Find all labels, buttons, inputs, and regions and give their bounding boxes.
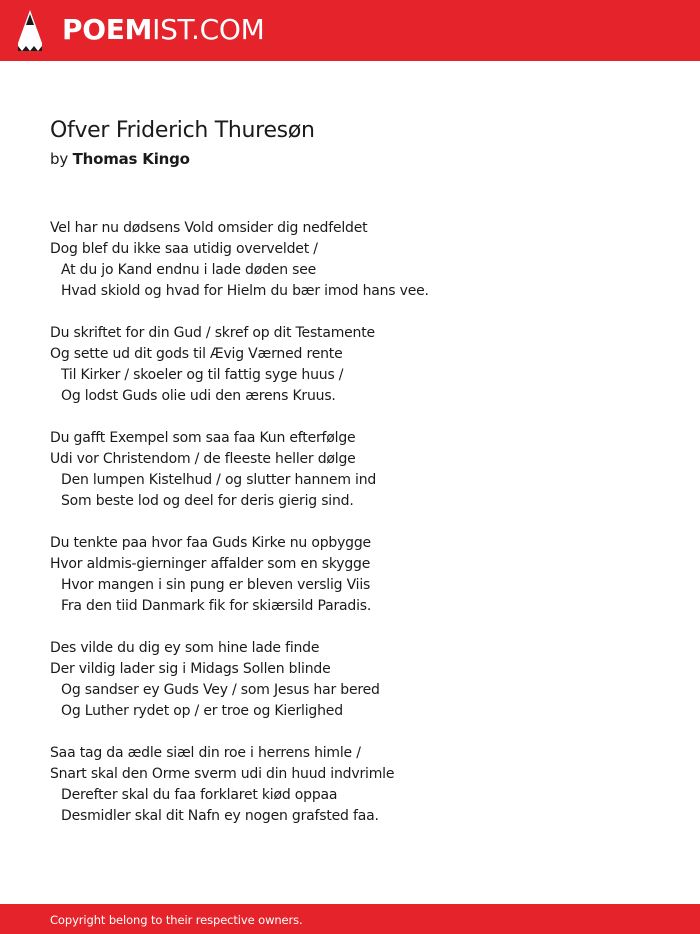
site-footer (0, 904, 700, 934)
poem-line: Du skriftet for din Gud / skref op dit Testamente (50, 325, 375, 341)
poem-line: Udi vor Christendom / de fleeste heller dølge (50, 451, 356, 467)
poem-line: Du tenkte paa hvor faa Guds Kirke nu opbygge (50, 535, 371, 551)
poem-line: Des vilde du dig ey som hine lade finde (50, 640, 320, 656)
poem-line: Hvor aldmis-gierninger affalder som en skygge (50, 556, 371, 572)
poem-body (50, 218, 650, 827)
poem-line: Og lodst Guds olie udi den ærens Kruus. (61, 388, 336, 404)
stanza (50, 743, 650, 827)
poem-line: Hvad skiold og hvad for Hielm du bær imod hans vee. (61, 283, 429, 299)
poem-line: Saa tag da ædle siæl din roe i herrens himle / (50, 745, 361, 761)
byline (50, 149, 650, 169)
logo-light-text: IST.COM (152, 13, 265, 46)
poem-line: Dog blef du ikke saa utidig overveldet / (50, 241, 318, 257)
poem-line: At du jo Kand endnu i lade døden see (61, 262, 317, 278)
poem-line: Og Luther rydet op / er troe og Kierlighed (61, 703, 343, 719)
byline-prefix: by (50, 150, 68, 168)
site-header (0, 0, 700, 61)
poem-line: Snart skal den Orme sverm udi din huud indvrimle (50, 766, 395, 782)
stanza (50, 323, 650, 407)
poem-title: Ofver Friderich Thuresøn (50, 118, 315, 143)
stanza (50, 533, 650, 617)
poem-line: Den lumpen Kistelhud / og slutter hannem ind (61, 472, 377, 488)
copyright-notice: Copyright belong to their respective owners. (50, 913, 303, 927)
poem-content (50, 116, 650, 848)
poem-line: Til Kirker / skoeler og til fattig syge huus / (61, 367, 344, 383)
stanza (50, 428, 650, 512)
author-name: Thomas Kingo (72, 150, 190, 168)
stanza (50, 638, 650, 722)
pencil-icon[interactable] (18, 10, 42, 51)
logo-strong-text: POEM (62, 13, 153, 46)
poem-line: Desmidler skal dit Nafn ey nogen grafsted faa. (61, 808, 379, 824)
poem-line: Hvor mangen i sin pung er bleven verslig Viis (61, 577, 371, 593)
poem-line: Og sandser ey Guds Vey / som Jesus har bered (61, 682, 380, 698)
poem-line: Du gafft Exempel som saa faa Kun efterfølge (50, 430, 356, 446)
poem-line: Som beste lod og deel for deris gierig sind. (61, 493, 354, 509)
poem-line: Fra den tiid Danmark fik for skiærsild Paradis. (61, 598, 372, 614)
poem-line: Derefter skal du faa forklaret kiød oppaa (61, 787, 338, 803)
poem-line: Vel har nu dødsens Vold omsider dig nedfeldet (50, 220, 368, 236)
poem-line: Der vildig lader sig i Midags Sollen blinde (50, 661, 331, 677)
stanza (50, 218, 650, 302)
site-logo[interactable] (62, 13, 265, 47)
poem-line: Og sette ud dit gods til Ævig Værned rente (50, 346, 343, 362)
